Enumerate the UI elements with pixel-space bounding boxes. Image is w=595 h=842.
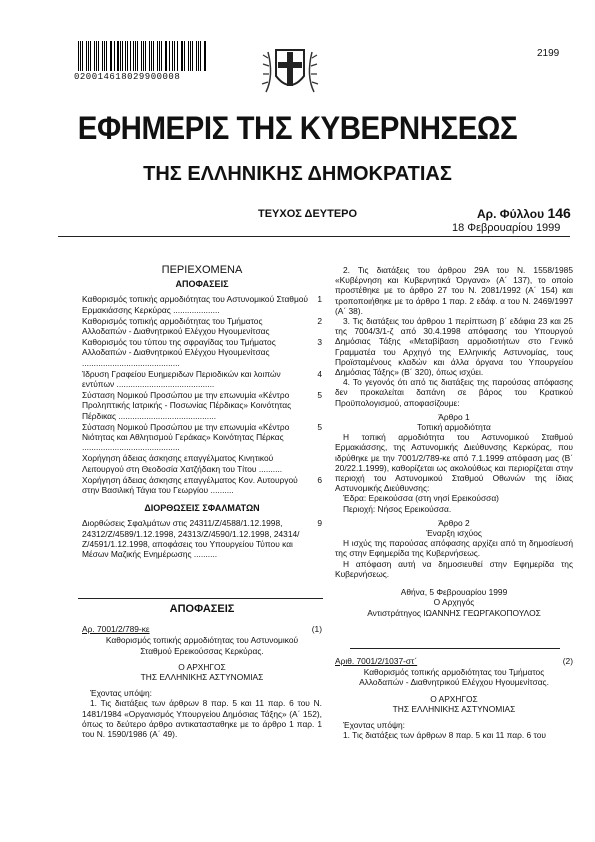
decision-1 [82, 604, 322, 739]
sign-name: Αντιστράτηγος ΙΩΑΝΝΗΣ ΓΕΩΡΓΑΚΟΠΟΥΛΟΣ [367, 607, 541, 618]
right-paragraphs [335, 265, 573, 408]
barcode [78, 41, 208, 71]
sheet-label: Αρ. Φύλλου [477, 207, 545, 221]
issue-date: 18 Φεβρουαρίου 1999 [452, 222, 561, 234]
table-of-contents [82, 265, 322, 559]
gazette-title: ΕΦΗΜΕΡΙΣ ΤΗΣ ΚΥΒΕΡΝΗΣΕΩΣ [77, 110, 518, 146]
paragraph: 2. Τις διατάξεις του άρθρου 29Α του Ν. 1558/1985 «Κυβέρνηση και Κυβερνητικά Όργανα» (Α΄ 137), το οποίο προστέθηκε με το άρθρο 27 του Ν. 2081/1992 (Α΄ 154) και τροποποιήθηκε με το άρθρο 1 παρ. 2 εδάφ. α του Ν. 2469/1997 (Α΄ 38). [335, 265, 573, 316]
toc-item-page [308, 453, 322, 473]
decision-2-number-row [335, 656, 573, 666]
toc-item-text: Καθορισμός τοπικής αρμοδιότητας του Αστυνομικού Σταθμού Ερμακιάσσης Κερκύρας .................... [82, 294, 309, 315]
section-divider [78, 598, 323, 599]
right-column-text [335, 265, 573, 618]
sign-role: Ο Αρχηγός [433, 597, 475, 608]
toc-item[interactable] [82, 475, 322, 495]
toc-item-text: Καθορισμός τοπικής αρμοδιότητας του Τμήματος Αλλοδαπών - Διαθνητρικού Ελέγχου Ηγουμενίτσας [82, 315, 270, 337]
toc-item-text: Ίδρυση Γραφείου Ευημεριδων Περιοδικών και λοιπών εντύπων .......................................... [82, 368, 281, 390]
article-2-subtitle: Έναρξη ισχύος [426, 528, 482, 539]
decision-2 [335, 656, 573, 740]
page-number: 2199 [537, 48, 560, 59]
decision-2-authority: Ο ΑΡΧΗΓΟΣ [430, 693, 478, 704]
decision-1-marker: (1) [311, 624, 322, 635]
decision-2-body: 1. Τις διατάξεις των άρθρων 8 παρ. 5 και 11 παρ. 6 του [343, 730, 546, 741]
toc-item-page: 1 [317, 294, 322, 305]
article-1-area: Περιοχή: Νήσος Ερεικούσσα. [343, 503, 452, 514]
decision-2-authority-2: ΤΗΣ ΕΛΛΗΝΙΚΗΣ ΑΣΤΥΝΟΜΙΑΣ [392, 703, 516, 714]
toc-item[interactable] [82, 453, 322, 473]
toc-item-text: Καθορισμός του τύπου της σφραγίδας του Τμήματος Αλλοδαπών - Διαθνητρικού Ελέγχου Ηγουμενίτσας .......................................... [82, 337, 276, 368]
toc-item[interactable] [82, 294, 322, 314]
toc-item-page: 4 [317, 368, 322, 379]
article-1-subtitle: Τοπική αρμοδιότητα [417, 422, 491, 433]
decision-1-body: 1. Τις διατάξεις των άρθρων 8 παρ. 5 και 11 παρ. 6 του Ν. 1481/1984 «Οργανισμός Υπουργείου Δημόσιας Τάξης» (Α΄ 152), όπως το δεύτερο άρθρο αντικατασταθηκε με το άρθρο 1 παρ. 1 του Ν. 1590/1986 (Α΄ 49). [82, 698, 322, 740]
issue-series: ΤΕΥΧΟΣ ΔΕΥΤΕΡΟ [258, 208, 358, 220]
errata-item[interactable] [82, 518, 322, 559]
decision-2-number: Αριθ. 7001/2/1037-στ΄ [335, 656, 418, 666]
header-divider [58, 236, 570, 237]
toc-item-text: Χορήγηση άδειας άσκησης επαγγέλματος Κον. Αυτουργού στην Βασιλική Τάγια του Γεωργίου .......... [82, 474, 298, 496]
barcode-number: 020014618029900008 [74, 72, 181, 82]
coat-of-arms-icon [254, 36, 326, 108]
paragraph: 4. Το γεγονός ότι από τις διατάξεις της παρούσας απόφασης δεν προκαλείται δαπάνη σε βάρος του Κρατικού Προϋπολογισμού, αποφασίζουμε: [335, 377, 573, 408]
article-1-text: Η τοπική αρμοδιότητα του Αστυνομικού Σταθμού Ερμακιάσσης, της Αστυνομικής Διεύθυνσης Κερκύρας, που ιδρύθηκε με την 7001/2/789-κε από 7.1.1999 απόφαση μας (Β΄ 20/22.1.1999), καθορίζεται ως ακολούθως και περιορίζεται στην περιοχή του Αστυνομικού Σταθμού Οθωνών της ίδιας Αστυνομικής Διεύθυνσης: [335, 432, 573, 494]
toc-item-page: 3 [317, 337, 322, 348]
decision-1-authority: Ο ΑΡΧΗΓΟΣ [178, 661, 226, 672]
article-1-place: Έδρα: Ερεικούσσα (στη νησί Ερεικούσσα) [343, 493, 499, 504]
toc-decisions-heading: ΑΠΟΦΑΣΕΙΣ [175, 279, 229, 290]
sign-date: Αθήνα, 5 Φεβρουαρίου 1999 [400, 587, 508, 598]
sheet-number [477, 205, 571, 221]
paragraph: 3. Τις διατάξεις του άρθρου 1 περίπτωση β΄ εδάφια 23 και 25 της 7004/3/1-ζ από 30.4.1998 απόφασης του Υπουργού Δημόσιας Τάξης «Μεταβίβαση αρμοδιοτήτων στο Γενικό Γραμματέα του Αρχηγό της Ελληνικής Αστυνομίας, τους Προϊσταμένους κλαδών και άλλα όργανα του Υπουργείου Δημόσιας Τάξης» (Β΄ 320), όπως ισχύει. [335, 316, 573, 378]
decision-2-title: Καθορισμός τοπικής αρμοδιότητας του Τμήματος Αλλοδαπών - Διαθνητρικού Ελέγχου Ηγουμενίτσας. [359, 667, 549, 688]
decision-1-considering: Έχοντας υπόψη: [90, 688, 152, 699]
decision-1-authority-2: ΤΗΣ ΕΛΛΗΝΙΚΗΣ ΑΣΤΥΝΟΜΙΑΣ [140, 672, 264, 683]
toc-item-page: 5 [317, 421, 322, 432]
toc-item[interactable] [82, 337, 322, 368]
errata-text: Διορθώσεις Σφαλμάτων στις 24311/Ζ/4588/1.12.1998, 24312/Ζ/4589/1.12.1998, 24313/Ζ/4590/1.12.1998, 24314/Ζ/4591/1.12.1998, αποφάσεις του Υπουργείου Τύπου και Μέσων Μαζικής Ενημέρωσης .......... [82, 518, 300, 560]
errata-page: 9 [317, 518, 322, 529]
article-1-title: Άρθρο 1 [438, 411, 470, 422]
toc-item[interactable] [82, 369, 322, 389]
decisions-heading: ΑΠΟΦΑΣΕΙΣ [169, 603, 235, 615]
toc-item-text: Σύσταση Νομικού Προσώπου με την επωνυμία «Κέντρο Προληπτικής Ιατρικής - Ποσωνίας Πέρδικας» Κοινότητας Πέρδικας .......................................... [82, 390, 292, 421]
toc-item-page: 6 [317, 474, 322, 485]
decision-1-number: Αρ. 7001/2/789-κε [82, 624, 150, 635]
article-2-text: Η ισχύς της παρούσας απόφασης αρχίζει από τη δημοσίευσή της στην Εφημερίδα της Κυβερνήσεως. [335, 538, 573, 559]
toc-item-text: Σύσταση Νομικού Προσώπου με την επωνυμία «Κέντρο Νιότητας και Αθλητισμού Γεράκας» Κοινότητας Πέρκας .......................................... [82, 421, 290, 453]
toc-item-text: Χορήγηση άδειας άσκησης επαγγέλματος Κινητικού Λειτουργού στη Θεοδοσία Χατζήδακη του Τίτου .......... [82, 453, 283, 474]
sheet-number-value: 146 [547, 205, 571, 221]
decision-1-number-row [82, 624, 322, 634]
toc-item-page: 5 [317, 390, 322, 401]
decision-2-considering: Έχοντας υπόψη: [343, 720, 405, 731]
decision-2-marker: (2) [562, 656, 573, 666]
toc-item[interactable] [82, 390, 322, 421]
toc-item[interactable] [82, 316, 322, 336]
article-2-title: Άρθρο 2 [438, 517, 470, 528]
toc-heading: ΠΕΡΙΕΧΟΜΕΝΑ [161, 264, 243, 276]
signature-divider [350, 648, 560, 649]
gazette-subtitle: ΤΗΣ ΕΛΛΗΝΙΚΗΣ ΔΗΜΟΚΡΑΤΙΑΣ [143, 163, 452, 185]
toc-list [82, 294, 322, 495]
errata-heading: ΔΙΟΡΘΩΣΕΙΣ ΣΦΑΛΜΑΤΩΝ [144, 503, 260, 514]
decision-1-title: Καθορισμός τοπικής αρμοδιότητας του Αστυνομικού Σταθμού Ερεικούσσας Κερκύρας. [105, 635, 299, 656]
toc-item[interactable] [82, 422, 322, 453]
publication-text: Η απόφαση αυτή να δημοσιευθεί στην Εφημερίδα της Κυβερνήσεως. [335, 558, 573, 579]
toc-item-page: 2 [317, 315, 322, 326]
